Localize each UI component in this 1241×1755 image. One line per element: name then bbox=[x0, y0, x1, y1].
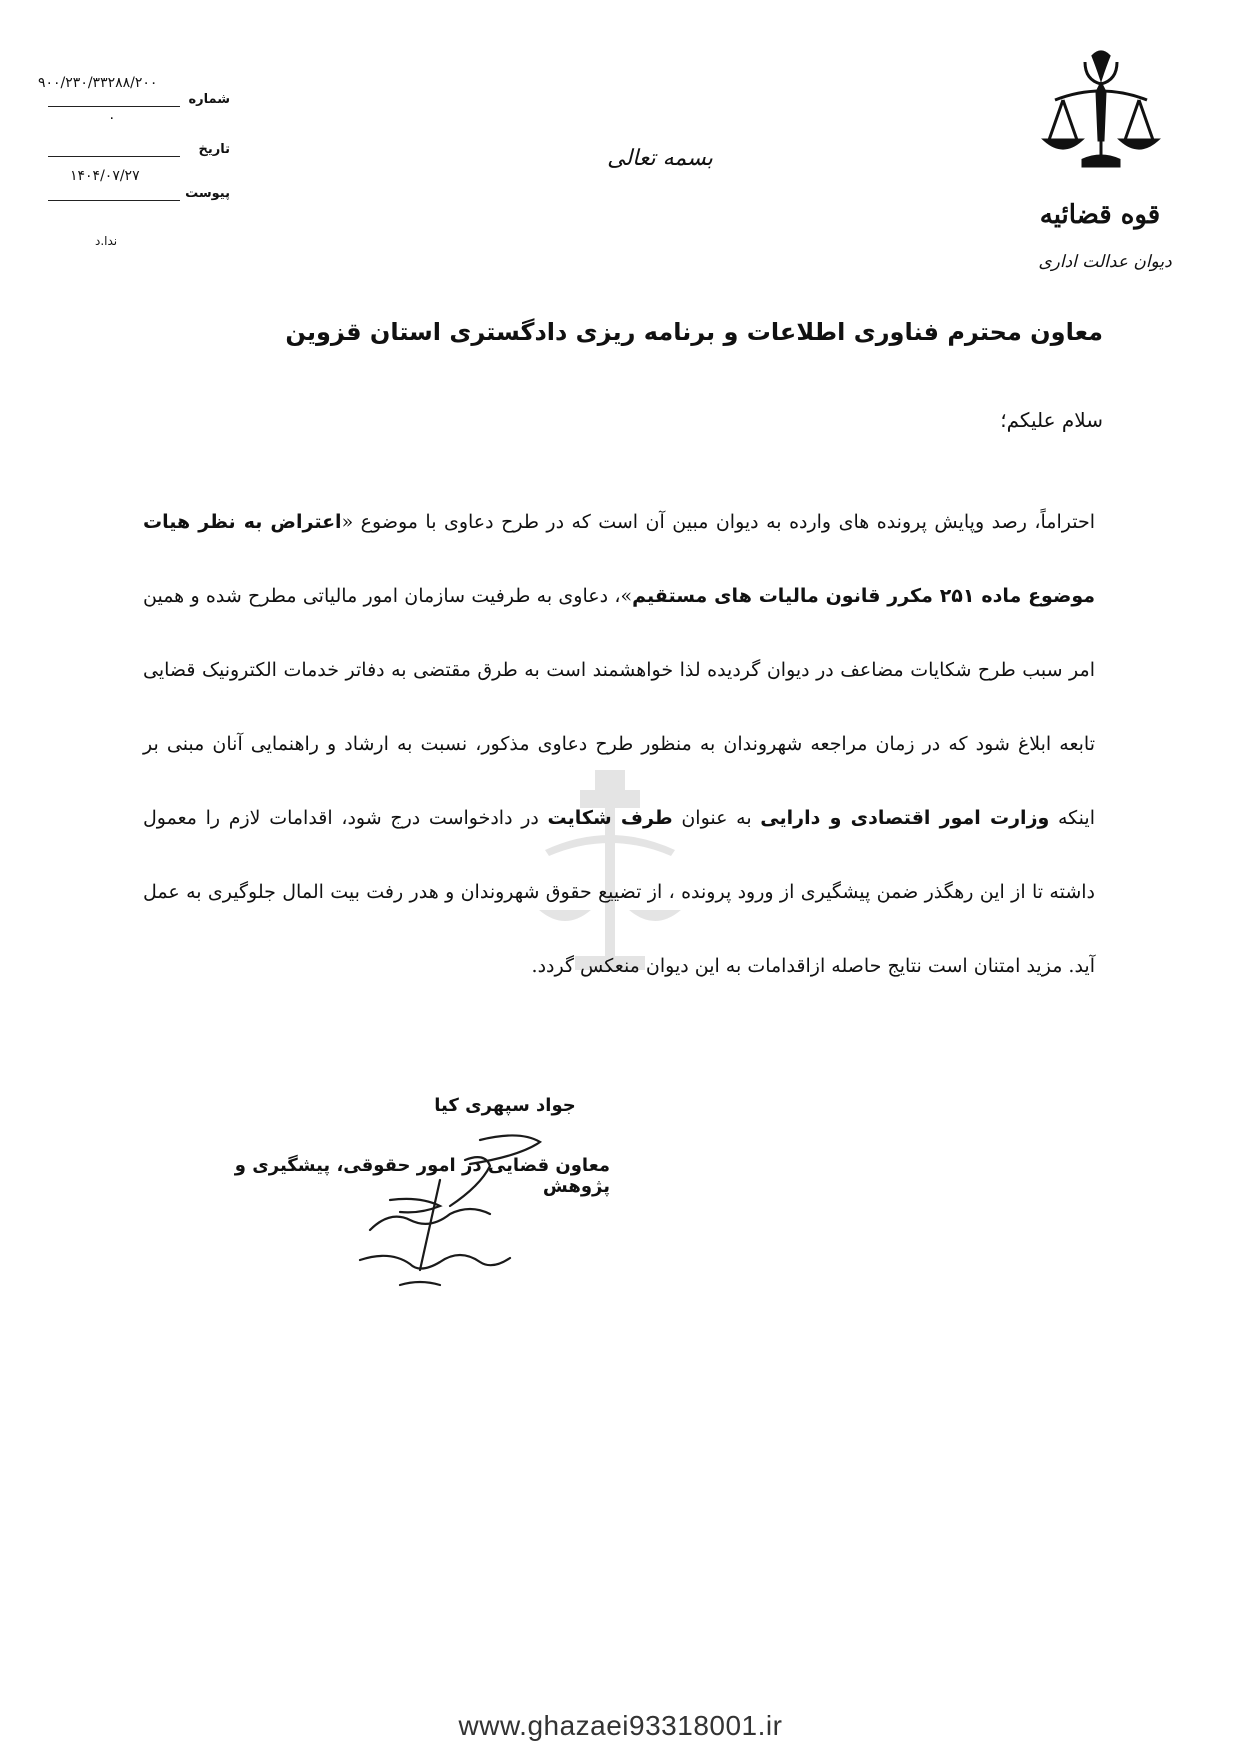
greeting: سلام علیکم؛ bbox=[1000, 408, 1103, 432]
attachment-line bbox=[48, 200, 180, 201]
date-value: ۰ bbox=[108, 110, 116, 126]
basmala: بسمه تعالی bbox=[607, 146, 713, 171]
date-label: تاریخ bbox=[198, 142, 230, 157]
letter-body bbox=[143, 485, 1095, 1003]
attachment-value: ۱۴۰۴/۰۷/۲۷ bbox=[70, 168, 140, 184]
number-label: شماره bbox=[188, 92, 230, 107]
handwritten-signature bbox=[330, 1120, 570, 1300]
scales-of-justice-icon bbox=[1041, 48, 1161, 176]
organization-name: قوه قضائیه bbox=[1039, 200, 1161, 230]
nedad-note: ندا.د bbox=[95, 234, 118, 248]
number-line bbox=[48, 106, 180, 107]
judiciary-emblem bbox=[1025, 48, 1175, 272]
date-line bbox=[48, 156, 180, 157]
addressee: معاون محترم فناوری اطلاعات و برنامه ریزی دادگستری استان قزوین bbox=[285, 318, 1103, 346]
date-field bbox=[40, 136, 230, 166]
footer-website-url: www.ghazaei93318001.ir bbox=[458, 1710, 783, 1741]
body-text-4: در دادخواست درج شود، اقدامات لازم را معمول داشته تا از این رهگذر ضمن پیشگیری از ورود پرونده ، از تضییع حقوق شهروندان و هدر رفت بیت المال جلوگیری به عمل آید. مزید امتنان است نتایج حاصله ازاقدامات به این دیوان منعکس گردد. bbox=[143, 807, 1095, 977]
signer-name: جواد سپهری کیا bbox=[434, 1095, 576, 1116]
organization-subtitle: دیوان عدالت اداری bbox=[1038, 252, 1172, 272]
body-ministry-bold: وزارت امور اقتصادی و دارایی bbox=[760, 807, 1050, 829]
body-subject-bold: اعتراض به نظر هیات موضوع ماده ۲۵۱ مکرر قانون مالیات های مستقیم bbox=[143, 511, 1095, 607]
body-text-2: »، دعاوی به طرفیت سازمان امور مالیاتی مطرح شده و همین امر سبب طرح شکایات مضاعف در دیوان گردیده لذا خواهشمند است به طرق مقتضی به دفاتر خدمات الکترونیک قضایی تابعه ابلاغ شود که در زمان مراجعه شهروندان به منظور طرح دعاوی مذکور، نسبت به ارشاد و راهنمایی آنان مبنی بر اینکه bbox=[143, 585, 1095, 829]
body-text-3: به عنوان bbox=[672, 807, 761, 829]
body-party-bold: طرف شکایت bbox=[547, 807, 673, 829]
number-value: ۹۰۰/۲۳۰/۳۳۲۸۸/۲۰۰ bbox=[38, 75, 158, 91]
attachment-label: پیوست bbox=[185, 186, 230, 201]
body-text-1: احتراماً، رصد وپایش پرونده های وارده به دیوان مبین آن است که در طرح دعاوی با موضوع « bbox=[341, 511, 1095, 533]
attachment-field bbox=[40, 180, 230, 210]
signer-title: معاون قضایی در امور حقوقی، پیشگیری و پژوهش bbox=[234, 1155, 610, 1197]
